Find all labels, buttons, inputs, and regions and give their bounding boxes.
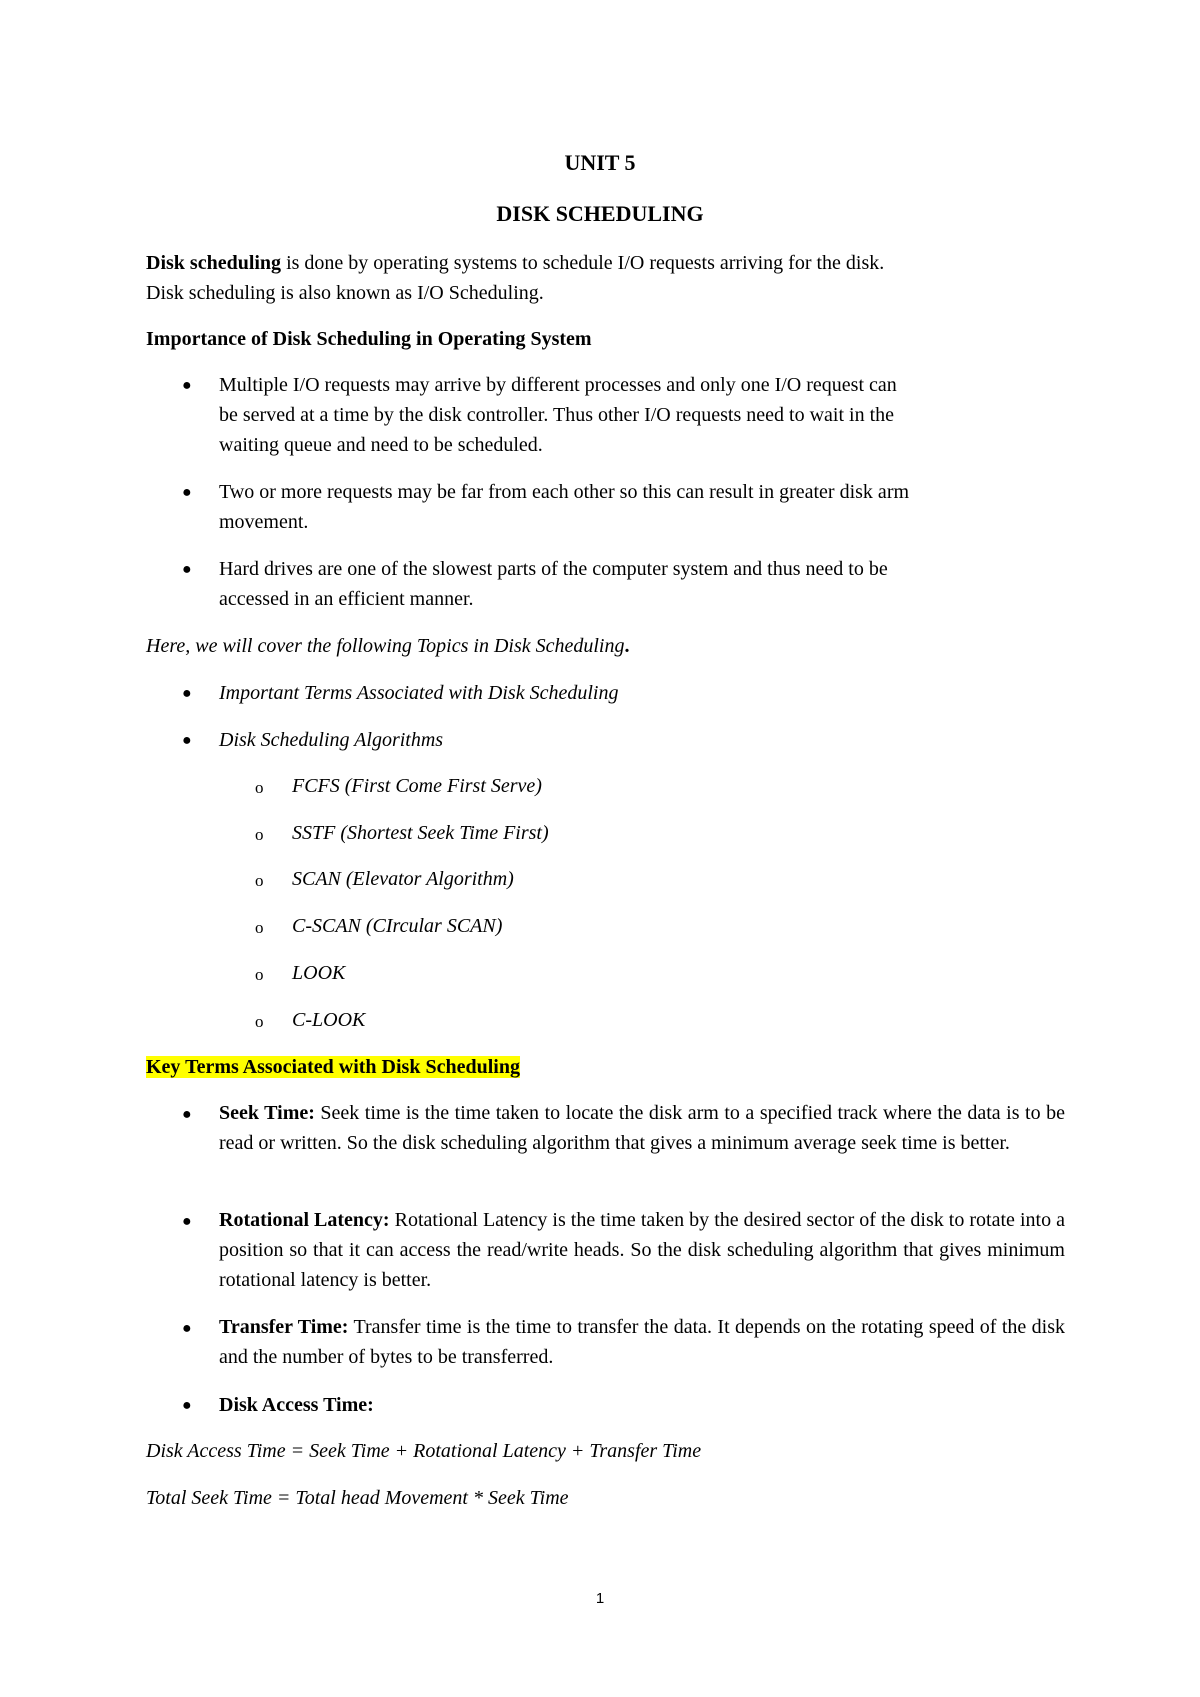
intro-line-1-text: is done by operating systems to schedule I/O requests arriving for the disk. [281, 252, 885, 274]
intro-term: Disk scheduling [146, 252, 282, 274]
algorithm-look: LOOK [292, 962, 346, 984]
disk-access-time-term: Disk Access Time: [219, 1394, 374, 1416]
circle-bullet: o [255, 871, 264, 890]
bullet-dot: ● [182, 561, 192, 578]
topic-item-algorithms: Disk Scheduling Algorithms [219, 729, 444, 751]
transfer-time-definition [219, 1312, 1065, 1372]
topics-intro-text: Here, we will cover the following Topics in Disk Scheduling [146, 635, 625, 657]
algorithm-clook: C-LOOK [292, 1009, 366, 1031]
formula-total-seek-time: Total Seek Time = Total head Movement * Seek Time [146, 1487, 569, 1509]
importance-bullet-1-line-2: be served at a time by the disk controller. Thus other I/O requests need to wait in the [219, 404, 895, 426]
importance-heading: Importance of Disk Scheduling in Operating System [146, 328, 592, 350]
seek-time-definition [219, 1098, 1065, 1158]
circle-bullet: o [255, 1012, 264, 1031]
importance-bullet-2-line-2: movement. [219, 511, 309, 533]
bullet-dot: ● [182, 685, 192, 702]
bullet-dot: ● [182, 732, 192, 749]
unit-title: UNIT 5 [564, 150, 636, 175]
transfer-time-term: Transfer Time: [219, 1316, 349, 1338]
bullet-dot: ● [182, 484, 192, 501]
seek-time-term: Seek Time: [219, 1102, 315, 1124]
rotational-latency-term: Rotational Latency: [219, 1209, 390, 1231]
circle-bullet: o [255, 965, 264, 984]
bullet-dot: ● [182, 1397, 192, 1414]
importance-bullet-1-line-1: Multiple I/O requests may arrive by different processes and only one I/O request can [219, 374, 897, 396]
topic-item-terms: Important Terms Associated with Disk Scheduling [219, 682, 619, 704]
circle-bullet: o [255, 778, 264, 797]
algorithm-scan: SCAN (Elevator Algorithm) [292, 868, 514, 890]
page-number: 1 [595, 1590, 605, 1607]
key-terms-heading-text: Key Terms Associated with Disk Scheduling [146, 1056, 520, 1078]
importance-bullet-2-line-1: Two or more requests may be far from each other so this can result in greater disk arm [219, 481, 910, 503]
key-terms-heading [146, 1056, 520, 1079]
bullet-dot: ● [182, 1213, 192, 1230]
topics-intro [146, 635, 629, 658]
algorithm-cscan: C-SCAN (CIrcular SCAN) [292, 915, 503, 937]
rotational-latency-definition [219, 1205, 1065, 1295]
topics-intro-end: . [624, 635, 630, 657]
rotational-latency-text: Rotational Latency is the time taken by the desired sector of the disk to rotate into a position so that it can access the read/write heads. So the disk scheduling algorithm that gives minimum rotational latency is better. [219, 1209, 1065, 1291]
seek-time-text: Seek time is the time taken to locate the disk arm to a specified track where the data is to be read or written. So the disk scheduling algorithm that gives a minimum average seek time is better. [219, 1102, 1065, 1154]
importance-bullet-3-line-1: Hard drives are one of the slowest parts of the computer system and thus need to be [219, 558, 888, 580]
circle-bullet: o [255, 918, 264, 937]
importance-bullet-1-line-3: waiting queue and need to be scheduled. [219, 434, 543, 456]
formula-disk-access-time: Disk Access Time = Seek Time + Rotational Latency + Transfer Time [146, 1440, 702, 1462]
circle-bullet: o [255, 825, 264, 844]
bullet-dot: ● [182, 1106, 192, 1123]
chapter-title: DISK SCHEDULING [496, 201, 704, 226]
intro-line-1 [146, 252, 884, 275]
importance-bullet-3-line-2: accessed in an efficient manner. [219, 588, 474, 610]
transfer-time-text: Transfer time is the time to transfer the data. It depends on the rotating speed of the disk and the number of bytes to be transferred. [219, 1316, 1065, 1368]
bullet-dot: ● [182, 1320, 192, 1337]
intro-line-2: Disk scheduling is also known as I/O Scheduling. [146, 282, 544, 304]
bullet-dot: ● [182, 377, 192, 394]
algorithm-sstf: SSTF (Shortest Seek Time First) [292, 822, 549, 844]
algorithm-fcfs: FCFS (First Come First Serve) [292, 775, 542, 797]
